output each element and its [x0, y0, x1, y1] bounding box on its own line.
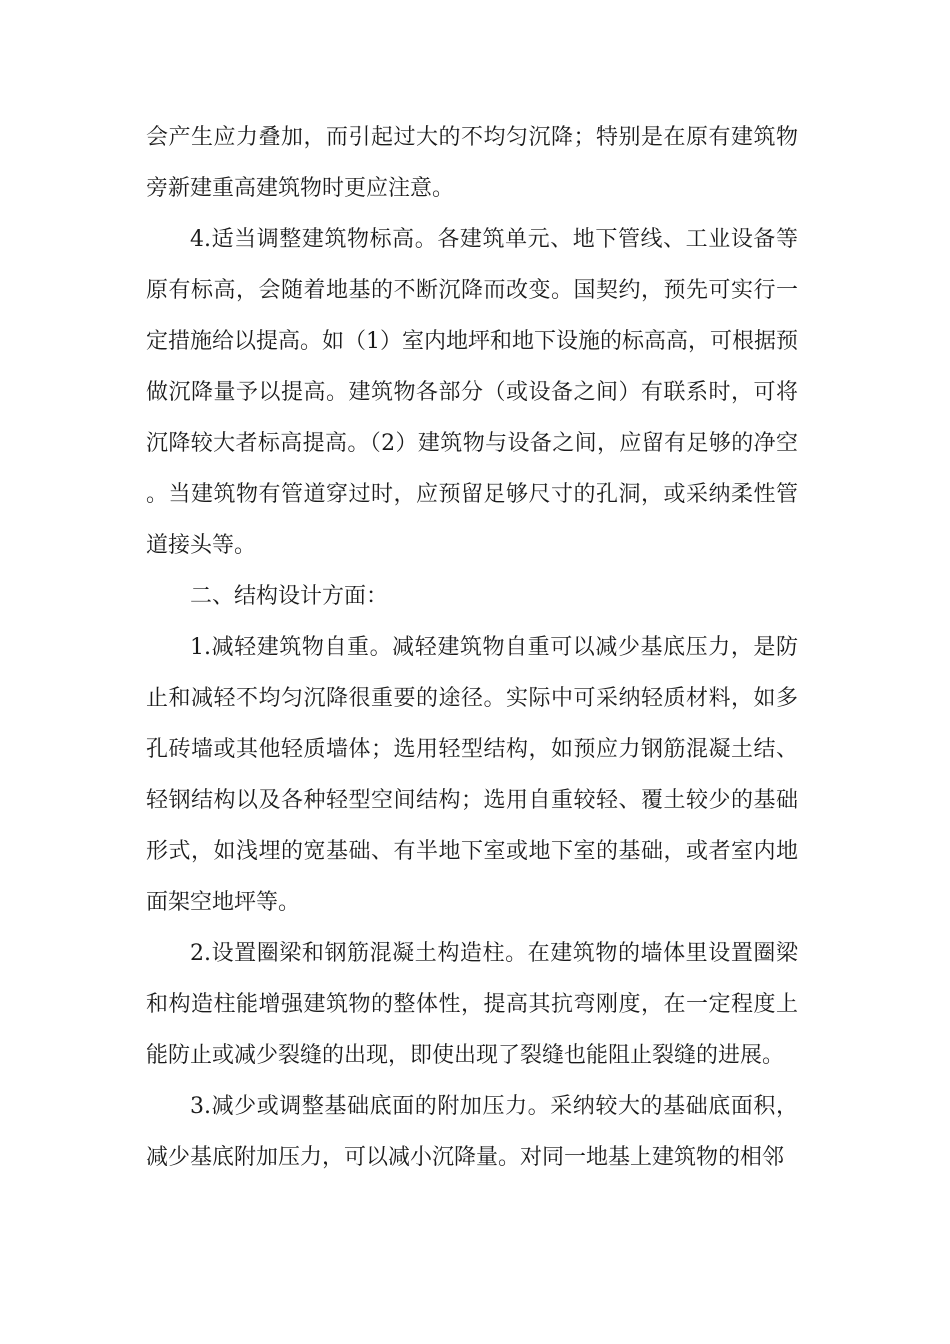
section-heading-structural-design: 二、结构设计方面： [190, 584, 389, 609]
paragraph-foundation-pressure: 3.减少或调整基础底面的附加压力。采纳较大的基础底面积，减少基底附加压力，可以减小沉降量。对同一地基上建筑物的相邻 [146, 1094, 798, 1170]
paragraph-reduce-self-weight: 1.减轻建筑物自重。减轻建筑物自重可以减少基底压力，是防止和减轻不均匀沉降很重要的途径。实际中可采纳轻质材料，如多孔砖墙或其他轻质墙体；选用轻型结构，如预应力钢筋混凝土结、轻钢结构以及各种轻型空间结构；选用自重较轻、覆土较少的基础形式，如浅埋的宽基础、有半地下室或地下室的基础，或者室内地面架空地坪等。 [146, 635, 798, 915]
paragraph-ring-beams: 2.设置圈梁和钢筋混凝土构造柱。在建筑物的墙体里设置圈梁和构造柱能增强建筑物的整体性，提高其抗弯刚度，在一定程度上能防止或减少裂缝的出现，即使出现了裂缝也能阻止裂缝的进展。 [146, 941, 798, 1068]
body-text [146, 112, 798, 1183]
paragraph-adjust-elevation: 4.适当调整建筑物标高。各建筑单元、地下管线、工业设备等原有标高，会随着地基的不断沉降而改变。国契约，预先可实行一定措施给以提高。如（1）室内地坪和地下设施的标高高，可根据预做沉降量予以提高。建筑物各部分（或设备之间）有联系时，可将沉降较大者标高提高。（2）建筑物与设备之间，应留有足够的净空。当建筑物有管道穿过时，应预留足够尺寸的孔洞，或采纳柔性管道接头等。 [146, 227, 798, 558]
paragraph-continuation: 会产生应力叠加，而引起过大的不均匀沉降；特别是在原有建筑物旁新建重高建筑物时更应注意。 [146, 125, 798, 201]
